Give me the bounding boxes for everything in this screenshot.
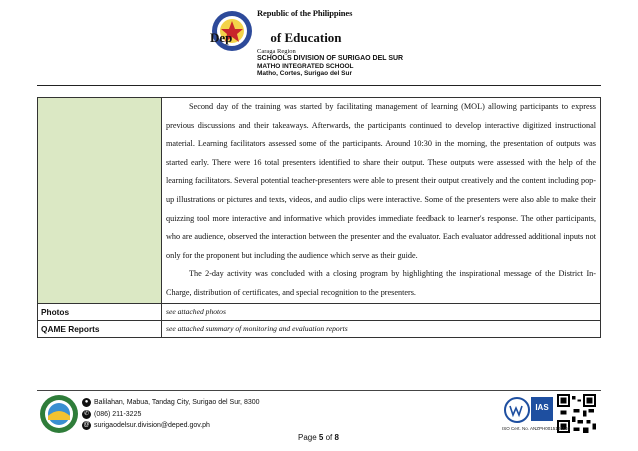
page-total: 8 [334, 433, 339, 442]
office-address-block [257, 48, 403, 78]
report-table [37, 97, 601, 338]
narrative-cell [162, 98, 601, 304]
division-label: SCHOOLS DIVISION OF SURIGAO DEL SUR [257, 55, 404, 63]
email-row [82, 420, 260, 432]
narrative-paragraph: The 2-day activity was concluded with a closing program by highlighting the inspirational message of the District In-Charge, distribution of certificates, and special recognition to the presenters. [166, 269, 596, 297]
table-row [38, 320, 601, 337]
qame-label: QAME Reports [38, 320, 162, 337]
ias-certification-badge: IAS [531, 397, 553, 421]
footer-address: Balilahan, Mabua, Tandag City, Surigao del Sur, 8300 [94, 399, 260, 406]
region-label: Caraga Region [257, 48, 296, 55]
narrative-paragraph: Second day of the training was started by facilitating management of learning (MOL) allowing participants to express previous discussions and their takeaways. Afterwards, the participants continued to develop interactive digitized instructional material. Learning facilitators assessed some of the participants. Around 10:30 in the morning, the presentation of outputs was started early. There were 16 total presenters identified to share their output. These outputs were assessed with the help of the learning facilitators. Several potential teacher-presenters were able to present their output creatively and the content including pop-up illustrations or pictures and texts, videos, and audio clips were interactive. Some of the presenters were also able to make their quizzing tool more interactive and informative which provides immediate feedback to learner's response. The other participants, who are audience, observed the interaction between the presenter and the evaluator. Each evaluator addressed additional inputs not only for the proponent but including the audience which serve as their guide. [166, 102, 596, 260]
republic-heading: Republic of the Philippines [257, 8, 353, 18]
photos-label: Photos [38, 303, 162, 320]
page-prefix: Page [298, 433, 317, 442]
table-row [38, 98, 601, 304]
department-heading [210, 30, 342, 46]
school-address: Matho, Cortes, Surigao del Sur [257, 70, 352, 78]
address-row [82, 397, 260, 409]
header-divider [37, 85, 601, 86]
table-row [38, 303, 601, 320]
phone-row [82, 409, 260, 421]
page-number [298, 433, 339, 442]
footer-email[interactable]: surigaodelsur.division@deped.gov.ph [94, 422, 210, 429]
iso-certificate-number: ISO Cert. No. ANZPH0015101103 [502, 426, 570, 431]
page-current: 5 [318, 433, 324, 442]
contact-info [82, 397, 260, 432]
label-cell-empty [38, 98, 162, 304]
photos-value: see attached photos [162, 303, 601, 320]
page-of: of [325, 433, 333, 442]
footer-phone: (086) 211-3225 [94, 410, 142, 418]
w3-certification-icon [504, 397, 530, 423]
footer-divider [37, 390, 601, 391]
school-label: MATHO INTEGRATED SCHOOL [257, 62, 354, 70]
division-seal-icon [39, 394, 79, 434]
location-icon: ● [82, 398, 91, 407]
email-icon: @ [83, 422, 90, 429]
department-heading-left: Dep [210, 30, 233, 45]
department-heading-right: of Education [270, 30, 342, 45]
qame-value: see attached summary of monitoring and evaluation reports [162, 320, 601, 337]
phone-icon: ✆ [83, 410, 90, 417]
